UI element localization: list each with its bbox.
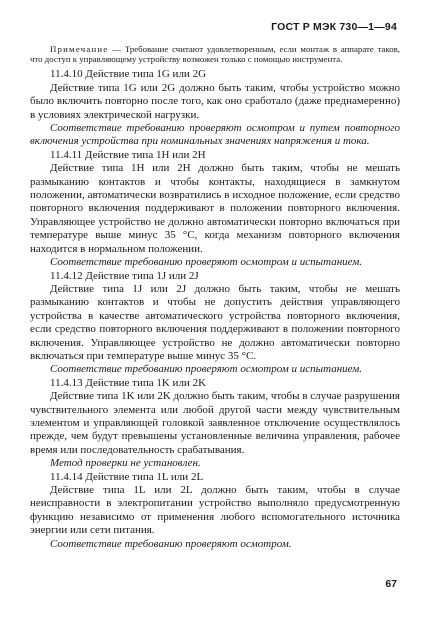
section-body: Действие типа 1H или 2H должно быть таким, чтобы не мешать размыканию контактов и чтобы контакты, находящиеся в замкнутом положении, автоматически возвратились в исходное положение, если средство повторного включения поддерживают в положении повторного включения. Управляющее устройство не должно автоматически повторно включаться при температуре выше минус 35 °С, когда механизм повторного включения находится в нормальном положении. [30, 162, 400, 255]
section-compliance: Соответствие требованию проверяют осмотром. [50, 537, 292, 550]
section-heading: 11.4.13 Действие типа 1K или 2K [50, 376, 207, 389]
section-heading: 11.4.12 Действие типа 1J или 2J [50, 269, 199, 282]
section-compliance: Метод проверки не установлен. [50, 457, 201, 470]
section-body: Действие типа 1L или 2L должно быть таким, чтобы в случае неисправности в электропитании устройство выполняло предусмотренную функцию независимо от применения любого вспомогательного источника энергии или сети питания. [30, 484, 400, 537]
section-body: Действие типа 1J или 2J должно быть таким, чтобы не мешать размыканию контактов и чтобы не допустить действия управляющего устройства в качестве автоматического устройства повторного включения, если средство повторного включения поддерживают в положении повторного включения. Управляющее устройство не должно автоматически повторно включаться при температуре выше минус 35 °С. [30, 282, 400, 362]
page-number: 67 [385, 578, 397, 590]
section-compliance: Соответствие требованию проверяют осмотром и испытанием. [50, 363, 363, 376]
note-paragraph [30, 44, 400, 64]
note-text: — Требование считают удовлетворенным, если монтаж в аппарате таков, что доступ к управляющему устройству возможен только с помощью инструмента. [30, 44, 400, 65]
section-compliance: Соответствие требованию проверяют осмотром и испытанием. [50, 256, 363, 269]
section-heading: 11.4.11 Действие типа 1H или 2H [50, 148, 206, 161]
section-compliance: Соответствие требованию проверяют осмотром и путем повторного включения устройства при номинальных значениях напряжения и тока. [30, 122, 400, 148]
section-11-4-14 [30, 471, 400, 551]
section-heading: 11.4.14 Действие типа 1L или 2L [50, 470, 204, 483]
section-heading: 11.4.10 Действие типа 1G или 2G [50, 68, 207, 81]
section-11-4-11 [30, 149, 400, 270]
note-label: Примечание [50, 44, 109, 54]
section-11-4-10 [30, 68, 400, 148]
section-11-4-13 [30, 377, 400, 471]
section-11-4-12 [30, 270, 400, 377]
section-body: Действие типа 1G или 2G должно быть таким, чтобы устройство можно было включить повторно после того, как оно сработало (даже преднамеренно) в условиях электрической нагрузки. [30, 81, 400, 121]
standard-header: ГОСТ Р МЭК 730—1—94 [271, 21, 397, 33]
page-content [30, 44, 400, 551]
section-body: Действие типа 1K или 2K должно быть таким, чтобы в случае разрушения чувствительного элемента или любой другой части между чувствительным элементом и управляющей головкой заявленное отключение осуществлялось прежде, чем будут превышены установленные величина управления, рабочее время или последовательность срабатывания. [30, 390, 400, 456]
